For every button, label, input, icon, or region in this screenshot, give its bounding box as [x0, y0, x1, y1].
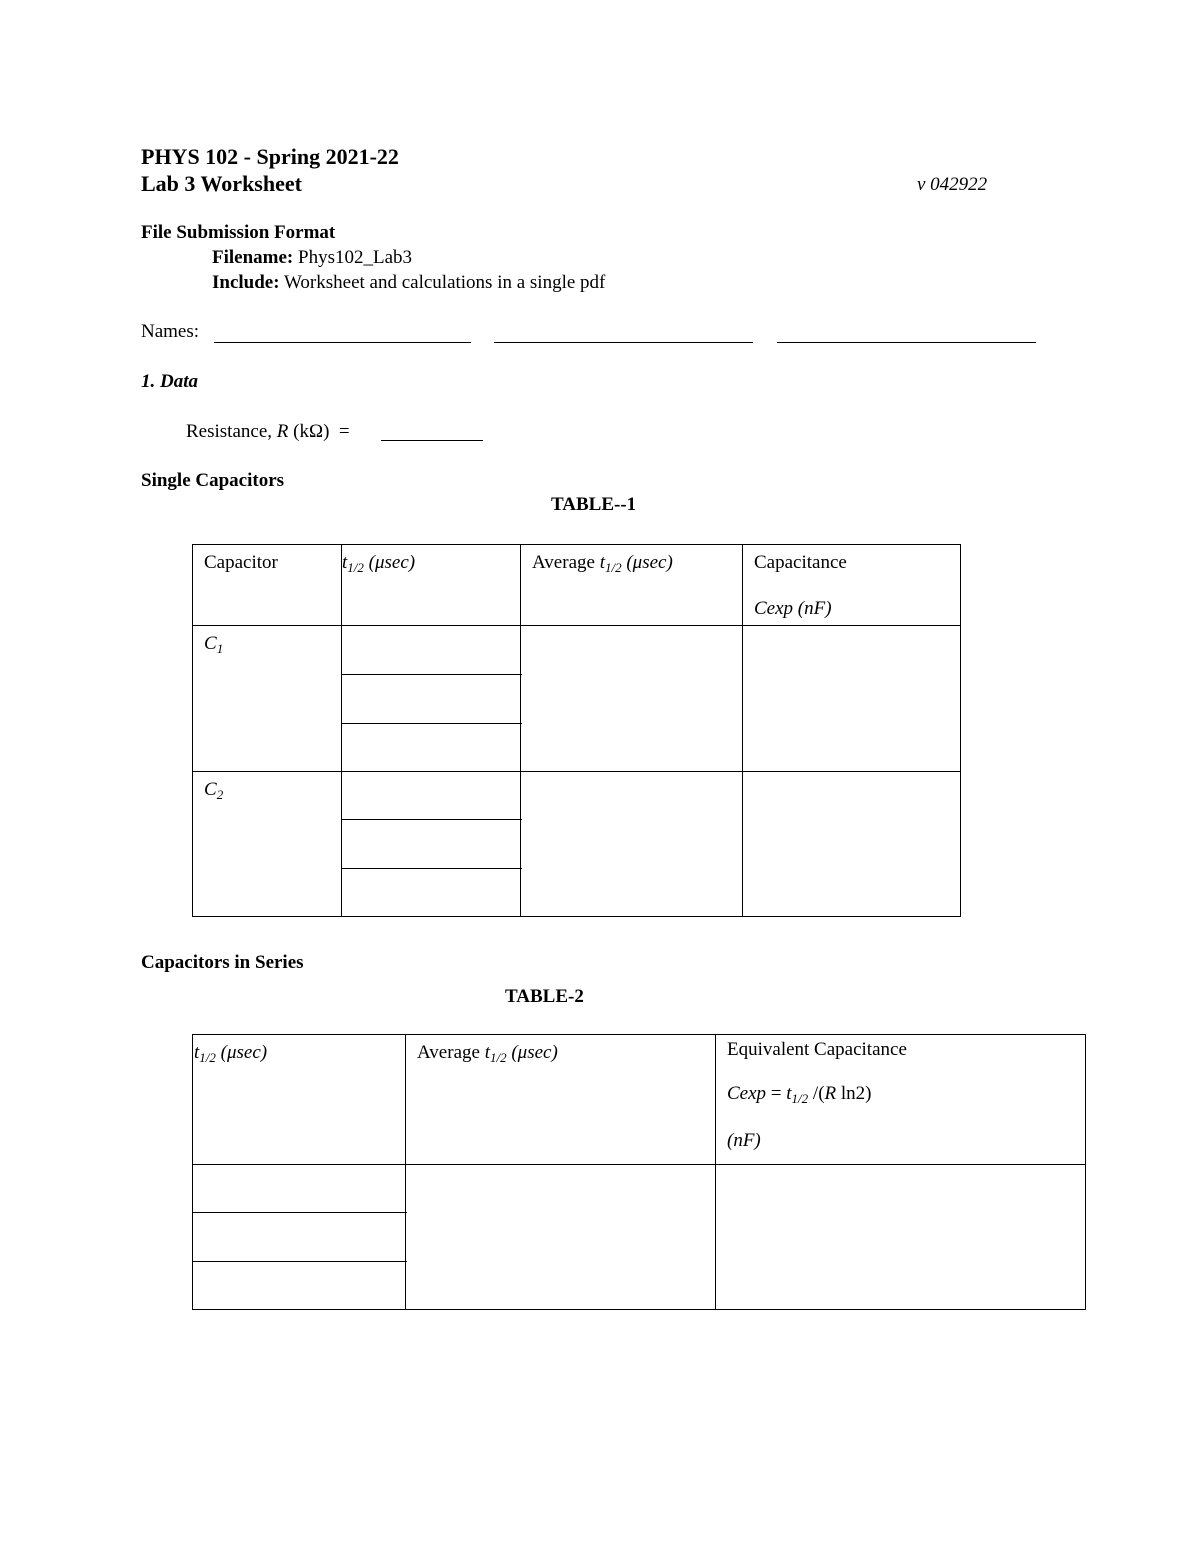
average-prefix: Average — [417, 1042, 485, 1063]
names-label: Names: — [141, 321, 200, 342]
t2-equivalent-unit: (nF) — [727, 1130, 761, 1151]
table-2 — [192, 1034, 1086, 1310]
t1-header-capacitance-line1: Capacitance — [754, 552, 847, 573]
t1-c2-trial-3[interactable] — [342, 869, 522, 916]
resistance-symbol: R — [276, 421, 289, 442]
c2-label — [204, 778, 223, 802]
t1-row-c1-label — [193, 626, 342, 772]
t1-header-capacitance — [743, 545, 961, 626]
t2-header-average-text — [417, 1041, 558, 1065]
filename-value: Phys102_Lab3 — [298, 247, 413, 268]
ln2-close: ln2) — [836, 1083, 872, 1104]
data-heading: 1. Data — [141, 371, 198, 392]
cexp-symbol: Cexp — [727, 1083, 767, 1104]
single-heading: Single Capacitors — [141, 470, 285, 491]
t1-row-c1-trials — [342, 626, 521, 772]
t2-header-thalf — [193, 1035, 406, 1165]
t-subscript: 1/2 — [199, 1050, 216, 1065]
filename-label: Filename: — [212, 247, 294, 268]
t1-c2-trial-1[interactable] — [342, 772, 522, 820]
t2-trials — [193, 1165, 406, 1310]
t1-header-capacitor — [193, 545, 342, 626]
r-symbol: R — [824, 1083, 837, 1104]
t1-c1-trial-1[interactable] — [342, 626, 522, 675]
table2-title: TABLE-2 — [505, 986, 584, 1007]
t-subscript: 1/2 — [604, 560, 622, 575]
resistance-label — [186, 421, 354, 443]
t1-row-c2-label — [193, 772, 342, 917]
resistance-blank[interactable] — [381, 440, 483, 441]
t2-trial-2[interactable] — [193, 1213, 407, 1262]
series-heading: Capacitors in Series — [141, 952, 304, 973]
submission-heading: File Submission Format — [141, 222, 336, 243]
t-unit: (μsec) — [215, 1042, 268, 1063]
t1-c1-trial-3[interactable] — [342, 724, 522, 771]
t-subscript: 1/2 — [489, 1050, 507, 1065]
t1-header-thalf — [342, 545, 521, 626]
t1-c2-trial-2[interactable] — [342, 820, 522, 869]
t1-header-average-text — [532, 551, 673, 575]
t2-header-equivalent — [716, 1035, 1086, 1165]
name-blank-3[interactable] — [777, 342, 1036, 343]
include-row — [212, 272, 605, 294]
include-value: Worksheet and calculations in a single pdf — [284, 272, 606, 293]
t1-header-capacitor-text: Capacitor — [204, 552, 278, 573]
c-symbol: C — [204, 779, 217, 800]
version-label: v 042922 — [917, 174, 988, 195]
t-symbol: t — [342, 552, 348, 573]
t-symbol: t — [484, 1042, 490, 1063]
t2-trial-1[interactable] — [193, 1165, 407, 1213]
t1-c1-average[interactable] — [521, 626, 743, 772]
t2-header-thalf-text — [194, 1041, 267, 1065]
t1-header-average — [521, 545, 743, 626]
name-blank-2[interactable] — [494, 342, 753, 343]
t-symbol: t — [599, 552, 605, 573]
t1-c2-average[interactable] — [521, 772, 743, 917]
filename-row — [212, 247, 412, 269]
t2-average[interactable] — [406, 1165, 716, 1310]
c-subscript: 1 — [216, 641, 224, 656]
t-subscript: 1/2 — [791, 1091, 809, 1106]
t2-equivalent-formula — [727, 1082, 872, 1106]
table1-title: TABLE--1 — [551, 494, 637, 515]
t-unit: (μsec) — [621, 552, 673, 573]
t1-c1-capacitance[interactable] — [743, 626, 961, 772]
t-unit: (μsec) — [363, 552, 416, 573]
resistance-unit: (kΩ) = — [288, 421, 355, 442]
t-symbol: t — [786, 1083, 792, 1104]
t2-trial-3[interactable] — [193, 1262, 407, 1309]
t2-equivalent-line1: Equivalent Capacitance — [727, 1039, 907, 1060]
average-prefix: Average — [532, 552, 600, 573]
t-subscript: 1/2 — [347, 560, 364, 575]
c1-label — [204, 632, 223, 656]
c-symbol: C — [204, 633, 217, 654]
t2-equivalent-value[interactable] — [716, 1165, 1086, 1310]
course-title: PHYS 102 - Spring 2021-22 — [141, 144, 399, 169]
t-symbol: t — [194, 1042, 200, 1063]
equals-sign: = — [766, 1083, 787, 1104]
t1-c1-trial-2[interactable] — [342, 675, 522, 724]
t2-header-average — [406, 1035, 716, 1165]
worksheet-title: Lab 3 Worksheet — [141, 171, 302, 196]
c-subscript: 2 — [216, 787, 224, 802]
t1-header-thalf-text — [342, 551, 415, 575]
t1-row-c2-trials — [342, 772, 521, 917]
t1-header-capacitance-line2: Cexp (nF) — [754, 598, 832, 619]
name-blank-1[interactable] — [214, 342, 471, 343]
t1-c2-capacitance[interactable] — [743, 772, 961, 917]
t-unit: (μsec) — [506, 1042, 558, 1063]
table-1 — [192, 544, 961, 917]
division-open: /( — [808, 1083, 825, 1104]
resistance-prefix: Resistance, — [186, 421, 277, 442]
include-label: Include: — [212, 272, 280, 293]
